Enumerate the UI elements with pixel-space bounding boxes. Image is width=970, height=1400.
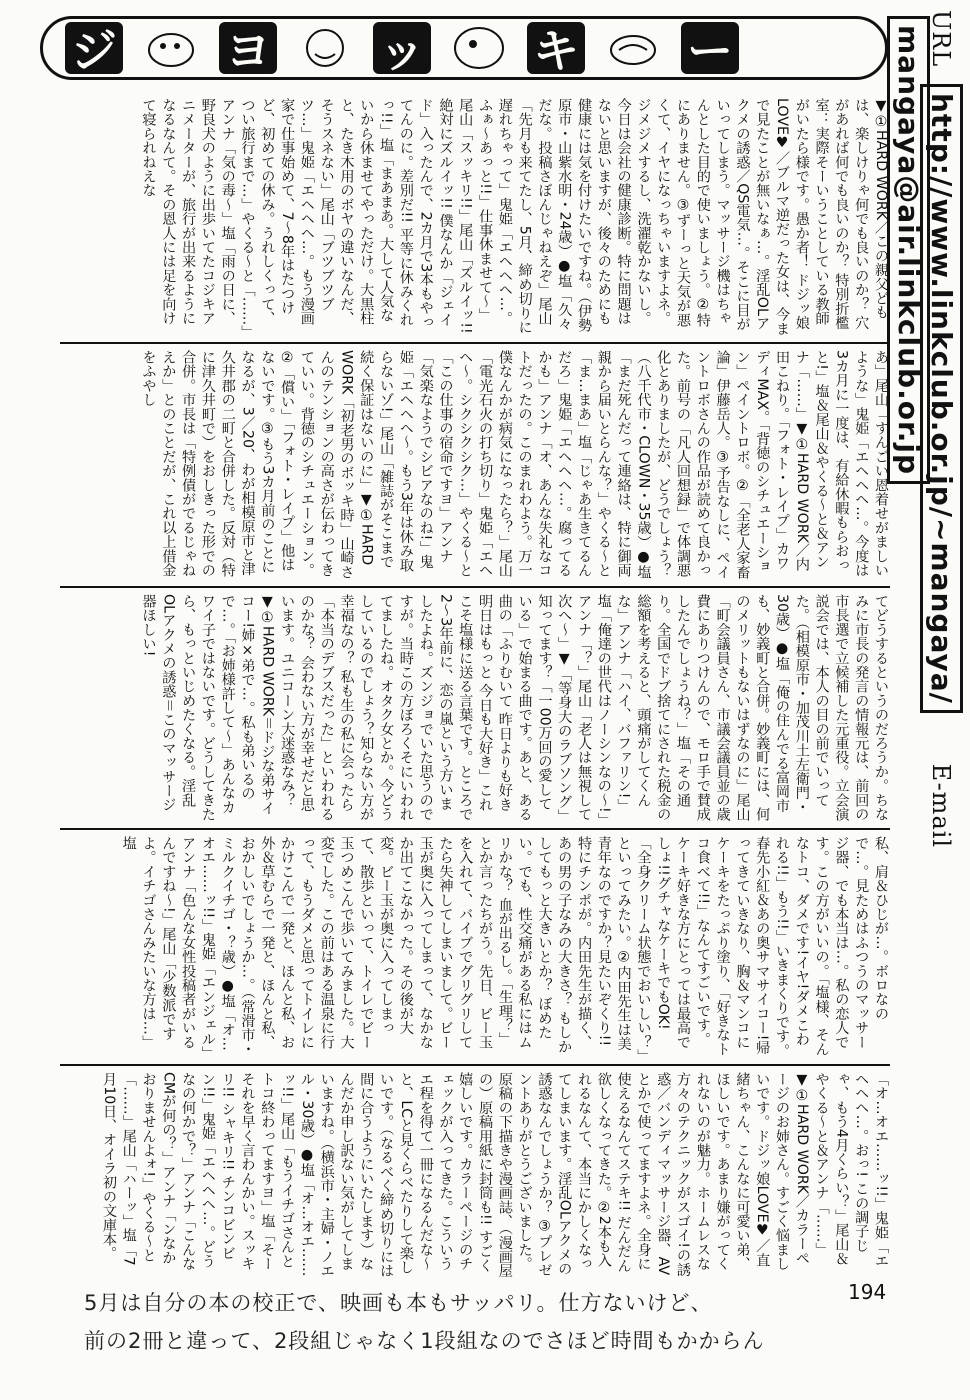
title-char: ジ (65, 22, 123, 74)
letter-text: あ」尾山「すんごい恩着せがましいような」鬼姫「エヘヘヘ…。今度は3カ月に一度は、有給休暇もらおっと!」塩＆尾山＆やくる～と＆アンナ「……」▼①HARD WORK／内田こねり。「フォト・レイプ」カワディMAX。「背徳のシチュエーション」ペイントロボ。②「全老人家畜論」伊藤岳人。③予告なしに、ペイントロボさんの作品が読めて良かった。前号の「凡人回想録」で体調悪化とありましたが、どうでしょう？（八千代市・CLOWN・35歳）●塩「まだ死んだって連絡は、特に御両親から届いとらんな？」やくる～と「ま…まあ」塩「じゃあ生きてるんだろ」鬼姫「エヘヘヘ…。腐ってるかも」アンナ「オ、あんな失礼なコトだったの。このまれわよう。万一僕なんかが病気になったら？」尾山「電光石火の打ち切り」鬼姫「エヘヘ～。シクシクシク…」やくる～と「この仕事の宿命ですヨ」アンナ「気楽なようでシビアなのね!」鬼姫「エヘヘヘ～。もう3年は休み取らないゾ!」尾山「雑誌がそこまで続く保証はないのに」▼①HARD WORK「初老男のボッキ時」山崎さんのテンションの高さが伝わってきていい。背徳のシチュエーション。②「償い」「フォト・レイプ」他はないです。③もう3カ月前のことになるが、3／20、わが相模原市と津久井郡の二町と合併した。反対（特に津久井町で）をおしきった形での合併。市長は「特例債がでるじゃねえか」とのことだが、これ以上借金をふやし (140, 350, 889, 580)
face-doodle-icon (297, 24, 353, 72)
title-banner (40, 16, 888, 80)
title-char: ー (681, 22, 739, 74)
letters-section (60, 828, 890, 1064)
handwritten-line: 前の2冊と違って、2段組じゃなく1段組なのでさほど時間もかからん (84, 1329, 765, 1353)
title-char: ヨ (219, 22, 277, 74)
face-doodle-icon (143, 24, 199, 72)
face-doodle-icon (605, 24, 661, 72)
url-label: URL (927, 10, 955, 68)
letter-text: ▼①HARD WORK／この親父どもは、楽しけりゃ何でも良いのか？ 穴があれば何でも良いのか？ 特別折檻室：実際そーいうことしている教師がいたら様です。愚か者！ ドジッ娘LOVE♥／ブルマ逆だった女は、今まで見たことが無いなぁ…。淫乱OLアクメの誘惑／QS電気…。そこに目がいってしまう。マッサージ機はちゃんとした目的で使いましょう。②特にありません。③ずーっと天気が悪くて、イヤになっちゃいますよネ。ジメジメするし、洗濯乾かないし。今日は会社の健康診断。特に問題はないと思いますが、後々のためにも健康には気を付けたいですね。（伊勢原市・山紫水明・24歳）●塩「久々だな。投稿さぼんじゃねえぞ」尾山「先月も来てたし、5月、締め切りに遅れちゃって」鬼姫「エヘヘヘ…。ふぁ～あっと!!」仕事休ませて～」尾山「スッキリ!!」尾山「ズルイッ!! 絶対にズルイッ!! 僕なんか「ジェイド」入ったんで、2カ月で3本もやってんのに。差別だ!! 平等に休みくれっ!!」塩「まあまあ。大して人気ないから休ませてやっただけ。大黒柱と、たき木用のボヤの違いなんだ、そうスネない」尾山「ブツブツブツ…」鬼姫「エヘヘヘ…。もう漫画家で仕事始めて、7～8年はたつけど、初めての休み。うれしくって、つい旅行まで…」やくる～と「……」アンナ「気の毒～」塩「雨の日に、野良犬のように出歩いてたコジキアニメーターが、旅行が出来るようになるなんて。その恩人には足を向けて寝られねえな (140, 98, 889, 336)
letter-text: てどうするというのだろうか。ちなみに市長の発言の情報元は、前回の市長選で立候補した元重役。立会演説会では、本人の目の前でいってた。（相模原市・加茂川土左衛門・30歳）●塩「俺の住んでる富岡市も、妙義町と合併。妙義町には、何のメリットもないはずなのに」尾山「町会議員さん、市議会議員並の歳費にありつけんので、モロ手で賛成したんでしょうね？」塩「その通り。全国でドブ捨てにされた税金の総額を考えると、頭痛がしてくんな」アンナ「ハイ、バファリン!」塩「俺達の世代はノーシンなの～!」アンナ「？」尾山「老人は無視して次へ～」▼「等身大のラブソング」知ってます？「一00万回の愛している」で始まる曲です。あと、ある曲の「ふりむいて 昨日よりも好き 明日はもっと 今日も大好き」これこそ塩様に送る言葉です。ところで2～3年前に、恋の嵐という方いましたよね。ズンジョでいた思うのですが。当時この方ぼろくそにいわれてましたね。オタク女とか。今どうしているのでしょう？知らない方が幸福なの？ 私も生の私に会ったら「本当のデブスだった」といわれるのかな？ 会わない方が幸せだと思います。ユニコーン大迷惑なみ？ ▼①HARD WORK＝ドジな弟サイコー!姉×弟で…。私も弟いるので…。「お姉様許して～」あんなカワイ子ではないです。どうしてきたら、もっといじめたくなる。淫乱OLアクメの誘惑＝このマッサージ器ほしい! (140, 594, 889, 822)
face-doodle-icon (451, 24, 507, 72)
title-char: ッ (373, 22, 431, 74)
letter-text: 私、肩＆ひじが…。ボロなので…。見ためはふつうのマッサージ器、でも本当は…。私の恋人です。この方がいいの。「塩様、そんなトコ、ダメです!イヤ!ダメこわれる!!」もう!!」いきまくりです。春先小紅＆あの奥サマサイコー!帰ってきていきなり、胸＆マンコにケーキをたっぷり塗り、「好きなトコ食べて!!」なんてすごいです。ケーキ好きな方にとっては最高でしょ!!グチャなケーキでもOK!「全身クリーム状態でおいしい？」といってみたい。②内田先生は美青年なのですか？見たいぞくり!! 特にチンポが。内田先生が描く、あの男の子なみの大きさ？ もしかしてもっと大きいとか？ ぼめたい。でも、性交痛がある私にはムリかな？ 血が出るし。「生理？」とか言ったちがう。先日、ビー玉を入れて、バイブでグリグリしてたら失神してしまいまして。ビー玉が奥に入ってしまって、なかなか出てこなかった。その後が大変。ビー玉が奥に入ってしまって、散歩といって、トイレでビー玉つめこんで歩いてみました。大変でした。この前はある温泉に行って、もうダメと思ってトイレにかけこんで一発と、ほんと私、お外＆草むらで一発と、ほんと私、おかしいでしょうか…。（常滑市・ミルクイチゴ・？歳）●塩「オ…オエ……ッ!!」鬼姫「エンジェル」アンナ「色んな女性投稿者がいるんですね～!」尾山「少数派ですよ。イチゴさんみたいな方は…」塩 (120, 836, 889, 1058)
email-label: E-mail (927, 763, 955, 849)
letter-text: 「オ…オエ……ッ!!」鬼姫「エヘヘヘ…。おっ! この調子じゃ、もう4月くらい？」尾山＆やくる～と＆アンナ「……」▼①HARD WORK／カラーページのお姉さん。すごく悩ましいです。ドジッ娘LOVE♥／直緒ちゃん、こんなに可愛い弟、ほしいです。あまり嫌がってくれないのが魅力。ホームレスな方々のテクニックがスゴイ!の誘惑／バンディマッサージ器、AVとかで使ってますよネ。全身に使えるなんてステキ!! だんだん欲しくなってきた。②2本も入れるなんて、本当にかしくなってしまいます。淫乱OLアクメの誘惑なんでしょうか？ ③プレゼントありがとうございました。原稿の下描きや漫画誌、（漫画屋の）原稿用紙に封筒も!! すごく嬉しいです。カラーページのチェックが入ってきた。こういうエ程を得て一冊になるんだな～と、LCと見くらべたりして楽しいです。（なるべく締め切りには間に合うようにいたします）なんだか申し訳ない気がしてしまいますね。（横浜市・主婦・ノエル・30歳）●塩「オ…オエ……ッ!!」尾山「もうイチゴさんとトコ終わってますヨ」塩「そーそれを早く言わんかい。スッキリ!! シャキリ!! チンコビンビン!!」鬼姫「エヘヘヘ…。どうなの何かで？」アンナ「こんなCMが何の？」アンナ「ンなかおりませんよォ!」やくる～と「……」尾山「ハーッ」塩「7月10日、オイラ初の文庫本。 (100, 1072, 889, 1278)
handwritten-line: 5月は自分の本の校正で、映画も本もサッパリ。仕方ないけど、 (84, 1291, 713, 1315)
handwritten-note (84, 1284, 884, 1360)
contact-sidebar (892, 10, 958, 1280)
page-number: 194 (848, 1280, 887, 1304)
letters-section (60, 586, 890, 828)
title-char: キ (527, 22, 585, 74)
letters-section (60, 1064, 890, 1284)
email-address-link[interactable]: mangaya@air.linkclub.or.jp (887, 16, 930, 484)
letters-section (60, 92, 890, 342)
letters-section (60, 342, 890, 586)
website-url-link[interactable]: http://www.linkclub.or.jp/~mangaya/ (920, 84, 963, 713)
